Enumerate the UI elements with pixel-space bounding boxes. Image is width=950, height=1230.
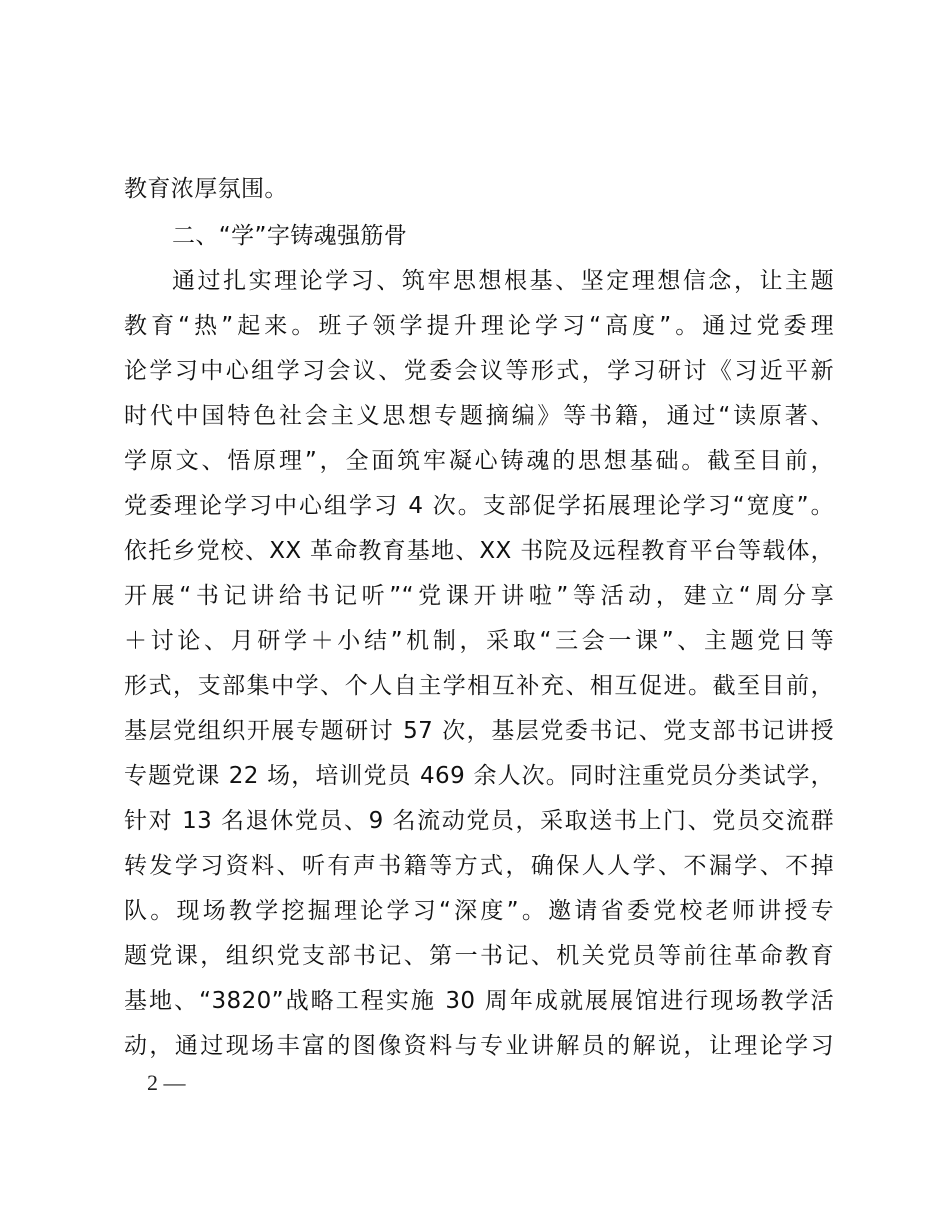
text-line: 依托乡党校、XX 革命教育基地、XX 书院及远程教育平台等载体， — [124, 538, 834, 564]
text-line: ＋讨论、月研学＋小结”机制，采取“三会一课”、主题党日等 — [124, 628, 834, 654]
text-line: 教育浓厚氛围。 — [124, 176, 288, 202]
text-line: 转发学习资料、听有声书籍等方式，确保人人学、不漏学、不掉 — [124, 853, 834, 879]
text-line: 论学习中心组学习会议、党委会议等形式，学习研讨《习近平新 — [124, 358, 834, 384]
text-line: 题党课，组织党支部书记、第一书记、机关党员等前往革命教育 — [124, 943, 834, 969]
text-line: 动，通过现场丰富的图像资料与专业讲解员的解说，让理论学习 — [124, 1033, 834, 1059]
text-line: 通过扎实理论学习、筑牢思想根基、坚定理想信念，让主题 — [172, 268, 834, 294]
text-line: 党委理论学习中心组学习 4 次。支部促学拓展理论学习“宽度”。 — [124, 493, 834, 519]
text-line: 队。现场教学挖掘理论学习“深度”。邀请省委党校老师讲授专 — [124, 898, 834, 924]
text-line: 时代中国特色社会主义思想专题摘编》等书籍，通过“读原著、 — [124, 403, 834, 429]
text-line: 基地、“3820”战略工程实施 30 周年成就展展馆进行现场教学活 — [124, 988, 834, 1014]
text-line: 形式，支部集中学、个人自主学相互补充、相互促进。截至目前， — [124, 673, 834, 699]
text-line: 教育“热”起来。班子领学提升理论学习“高度”。通过党委理 — [124, 313, 834, 339]
page-number: 2 — — [147, 1070, 186, 1095]
section-heading: 二、“学”字铸魂强筋骨 — [172, 223, 408, 249]
text-line: 专题党课 22 场，培训党员 469 余人次。同时注重党员分类试学， — [124, 763, 834, 789]
text-line: 开展“书记讲给书记听”“党课开讲啦”等活动，建立“周分享 — [124, 583, 834, 609]
text-line: 学原文、悟原理”，全面筑牢凝心铸魂的思想基础。截至目前， — [124, 448, 834, 474]
text-line: 基层党组织开展专题研讨 57 次，基层党委书记、党支部书记讲授 — [124, 718, 834, 744]
text-line: 针对 13 名退休党员、9 名流动党员，采取送书上门、党员交流群 — [124, 808, 834, 834]
